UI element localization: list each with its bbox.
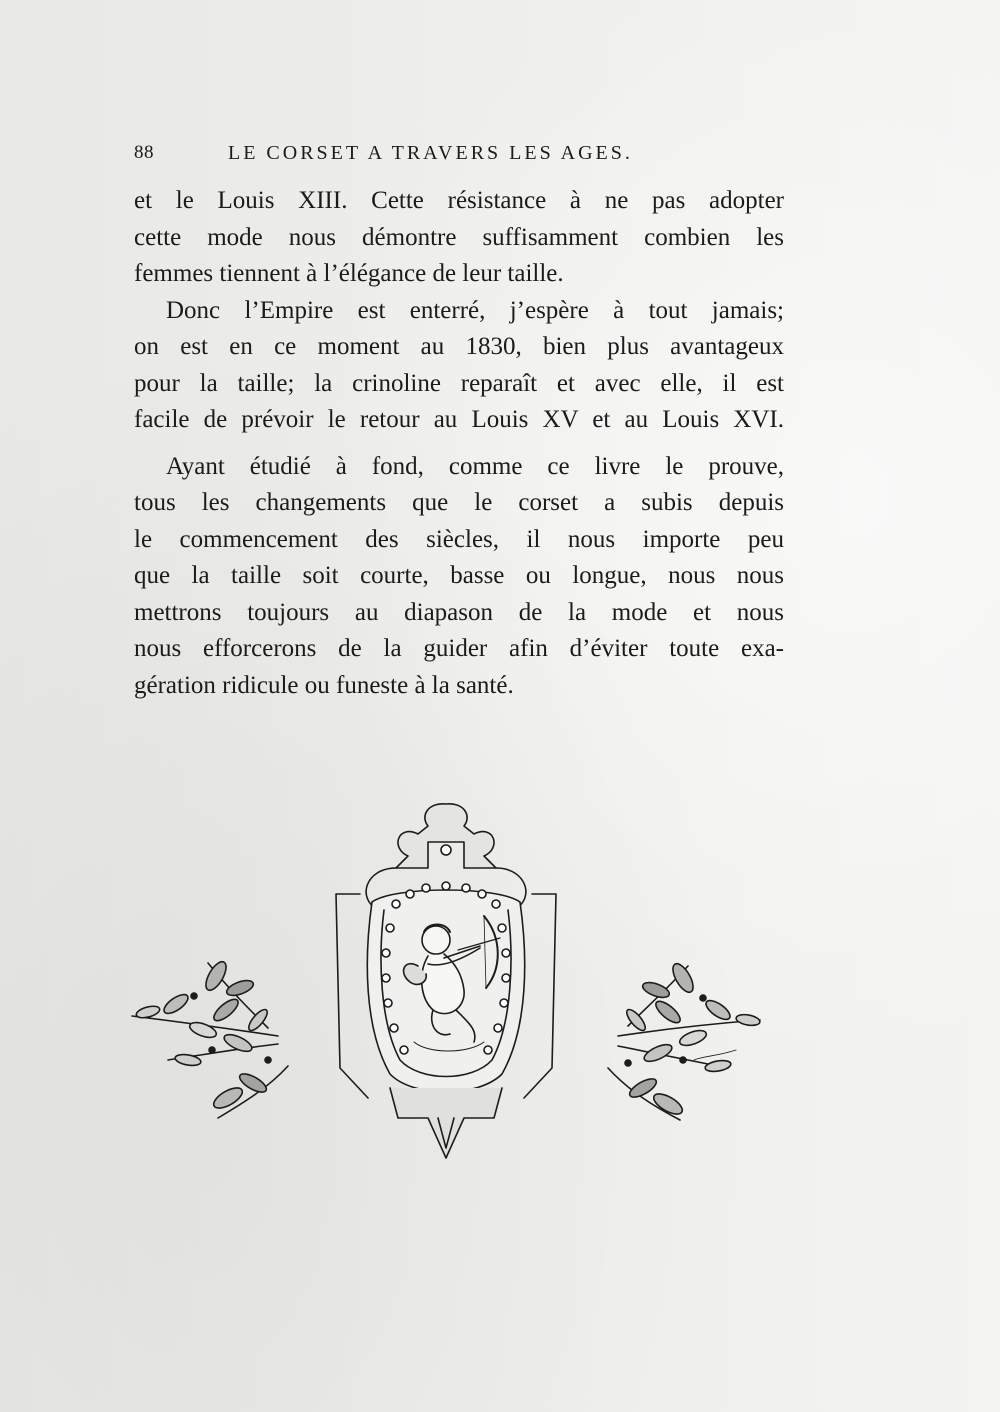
running-header xyxy=(134,140,784,170)
text-line: Ayant étudié à fond, comme ce livre le prouve, xyxy=(166,452,784,480)
body-text xyxy=(134,183,784,704)
text-line: Donc l’Empire est enterré, j’espère à tout jamais; xyxy=(166,296,784,324)
text-line: cette mode nous démontre suffisamment combien les xyxy=(134,223,784,251)
text-line: femmes tiennent à l’élégance de leur taille. xyxy=(134,260,564,287)
paragraph-2 xyxy=(134,293,784,439)
text-line: que la taille soit courte, basse ou longue, nous nous xyxy=(134,562,784,589)
text-line: tous les changements que le corset a subis depuis xyxy=(134,489,784,516)
text-line: gération ridicule ou funeste à la santé. xyxy=(134,671,514,699)
text-line: nous efforcerons de la guider afin d’éviter toute exa- xyxy=(134,635,784,662)
text-line: le commencement des siècles, il nous importe peu xyxy=(134,525,784,553)
text-line: facile de prévoir le retour au Louis XV et au Louis XVI. xyxy=(134,406,784,433)
page-number: 88 xyxy=(134,142,154,163)
cupid-archer-cartouche-icon xyxy=(128,798,768,1168)
right-foliage-icon xyxy=(608,961,761,1120)
text-line: on est en ce moment au 1830, bien plus avantageux xyxy=(134,333,784,360)
text-line: et le Louis XIII. Cette résistance à ne pas adopter xyxy=(134,187,784,214)
text-line: mettrons toujours au diapason de la mode et nous xyxy=(134,598,784,626)
left-foliage-icon xyxy=(132,959,288,1118)
paragraph-1 xyxy=(134,183,784,293)
paragraph-3 xyxy=(134,449,784,705)
signature-mark-icon xyxy=(694,1050,736,1060)
running-title: LE CORSET A TRAVERS LES AGES. xyxy=(228,142,633,164)
text-line: pour la taille; la crinoline reparaît et avec elle, il est xyxy=(134,369,784,397)
